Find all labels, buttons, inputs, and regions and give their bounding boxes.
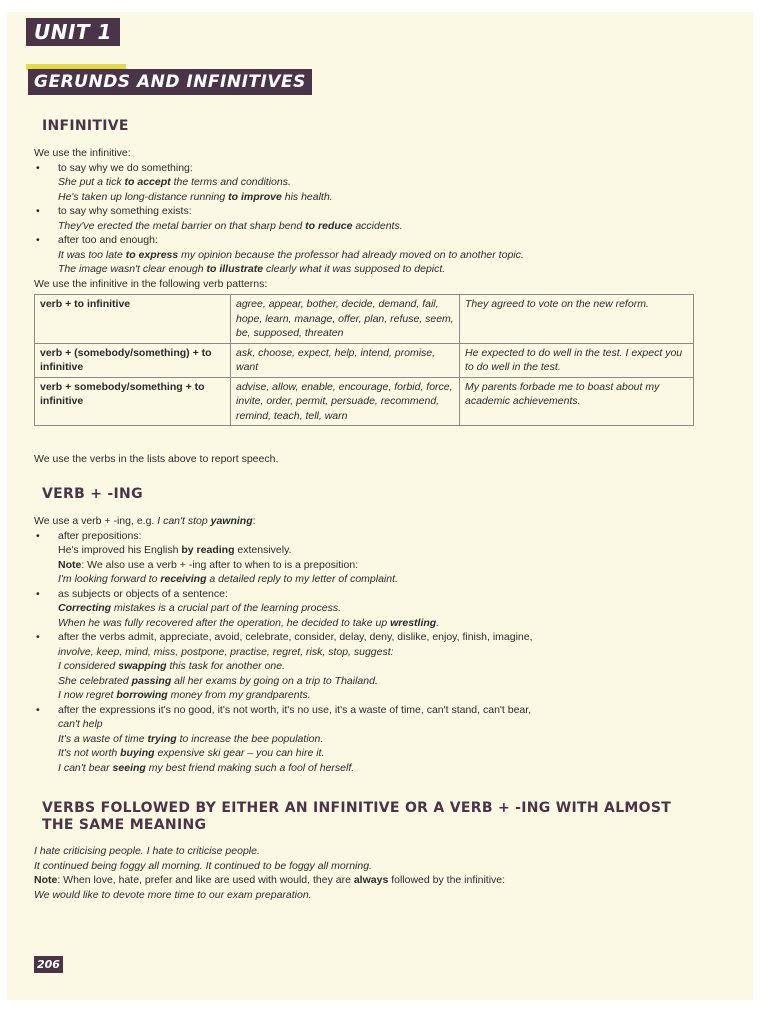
pattern-cell: verb + somebody/something + to infinitive: [35, 377, 231, 426]
either-heading: VERBS FOLLOWED BY EITHER AN INFINITIVE OR A VERB + -ING WITH ALMOST THE SAME MEANING: [42, 800, 672, 833]
verb-patterns-table: [34, 294, 694, 426]
table-row: [35, 343, 694, 377]
bullet-exists: • to say why something exists:: [34, 204, 728, 219]
example-line: The image wasn't clear enough to illustrate clearly what it was supposed to depict.: [58, 263, 446, 275]
example-line: I can't bear seeing my best friend making such a fool of herself.: [58, 761, 355, 774]
example-line: He's taken up long-distance running to improve his health.: [58, 190, 333, 203]
example-cell: My parents forbade me to boast about my academic achievements.: [460, 377, 694, 426]
infinitive-intro: We use the infinitive:: [34, 147, 131, 159]
report-speech-note: We use the verbs in the lists above to report speech.: [34, 453, 279, 465]
example-line: I now regret borrowing money from my grandparents.: [58, 689, 311, 701]
example-line: I'm looking forward to receiving a detailed reply to my letter of complaint.: [58, 573, 398, 585]
example-line: Correcting mistakes is a crucial part of the learning process.: [58, 602, 342, 614]
example-line: It continued being foggy all morning. It continued to be foggy all morning.: [34, 859, 372, 872]
example-line: I considered swapping this task for another one.: [58, 660, 286, 672]
verbs-cell: agree, appear, bother, decide, demand, fail, hope, learn, manage, offer, plan, refuse, seem, be, supposed, threaten: [231, 295, 460, 344]
example-cell: They agreed to vote on the new reform.: [460, 295, 694, 344]
pattern-cell: verb + to infinitive: [35, 295, 231, 344]
bullet-expressions: • after the expressions it's no good, it's not worth, it's no use, it's a waste of time, can't stand, can't bear,: [34, 703, 728, 718]
gerund-heading: VERB + -ING: [42, 486, 143, 502]
example-line: It's not worth buying expensive ski gear – you can hire it.: [58, 747, 325, 759]
example-line: It's a waste of time trying to increase the bee population.: [58, 732, 324, 745]
bullet-subjects: • as subjects or objects of a sentence:: [34, 587, 728, 602]
verb-list-line: involve, keep, mind, miss, postpone, practise, regret, risk, stop, suggest:: [58, 645, 394, 658]
note-line: Note: When love, hate, prefer and like are used with would, they are always followed by the infinitive:: [34, 874, 506, 886]
bullet-too-enough: • after too and enough:: [34, 233, 728, 248]
table-row: [35, 377, 694, 426]
bullet-verbs: • after the verbs admit, appreciate, avoid, celebrate, consider, delay, deny, dislike, enjoy, finish, imagine,: [34, 630, 728, 645]
example-line: She put a tick to accept the terms and conditions.: [58, 176, 291, 188]
example-line: We would like to devote more time to our exam preparation.: [34, 888, 312, 901]
example-line: He's improved his English by reading extensively.: [58, 544, 292, 556]
infinitive-heading: INFINITIVE: [42, 118, 129, 134]
example-cell: He expected to do well in the test. I expect you to do well in the test.: [460, 343, 694, 377]
expression-line: can't help: [58, 718, 103, 730]
unit-label: UNIT 1: [26, 18, 120, 46]
example-line: She celebrated passing all her exams by going on a trip to Thailand.: [58, 674, 378, 687]
either-section: [34, 844, 728, 902]
note-line: Note: We also use a verb + -ing after to when to is a preposition:: [58, 558, 359, 571]
gerund-section: [34, 514, 728, 775]
example-line: When he was fully recovered after the operation, he decided to take up wrestling.: [58, 616, 440, 629]
bullet-why: • to say why we do something:: [34, 161, 728, 176]
gerund-intro: We use a verb + -ing, e.g. I can't stop yawning:: [34, 515, 256, 527]
verbs-cell: advise, allow, enable, encourage, forbid, force, invite, order, permit, persuade, recommend, remind, teach, tell, warn: [231, 377, 460, 426]
infinitive-section: [34, 146, 728, 291]
example-line: They've erected the metal barrier on that sharp bend to reduce accidents.: [58, 219, 403, 232]
bullet-prepositions: • after prepositions:: [34, 529, 728, 544]
table-row: [35, 295, 694, 344]
page-number: 206: [34, 956, 63, 973]
example-line: It was too late to express my opinion because the professor had already moved on to another topic.: [58, 248, 524, 261]
example-line: I hate criticising people. I hate to criticise people.: [34, 845, 260, 857]
pattern-cell: verb + (somebody/something) + to infinitive: [35, 343, 231, 377]
verbs-cell: ask, choose, expect, help, intend, promise, want: [231, 343, 460, 377]
patterns-intro: We use the infinitive in the following verb patterns:: [34, 277, 268, 290]
topic-title: GERUNDS AND INFINITIVES: [28, 69, 312, 95]
